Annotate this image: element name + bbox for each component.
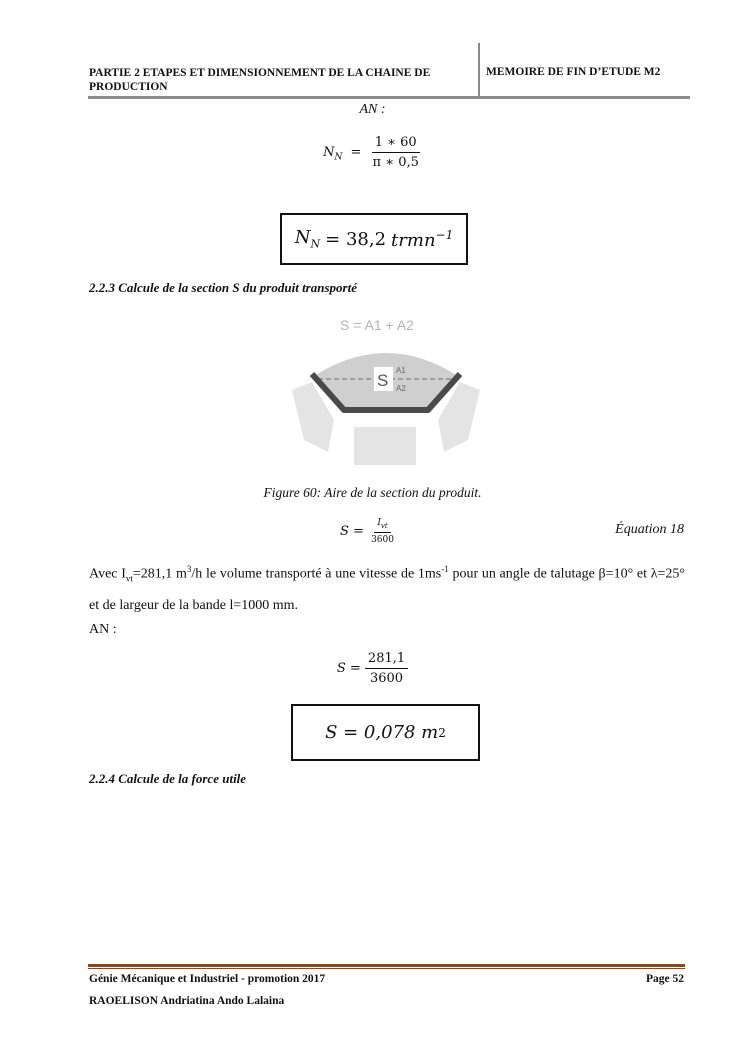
header-divider-horizontal xyxy=(88,96,690,99)
result-box-nn xyxy=(280,213,468,265)
section-heading-224: 2.2.4 Calcule de la force utile xyxy=(89,771,247,786)
section-heading-223: 2.2.3 Calcule de la section S du produit transporté xyxy=(89,280,357,295)
eq-s-denominator: 3600 xyxy=(371,534,394,545)
figure-a2-label: A2 xyxy=(396,384,406,393)
eq-s-fraction xyxy=(368,518,397,545)
header-chapter-title: PARTIE 2 ETAPES ET DIMENSIONNEMENT DE LA CHAINE DE PRODUCTION xyxy=(89,67,431,93)
result-nn-lhs: $N_N$ xyxy=(294,227,321,251)
equation-s-numeric xyxy=(0,651,745,686)
eq-s-num-fraction xyxy=(365,651,408,686)
section-area-figure xyxy=(290,312,482,468)
equation-s-formula xyxy=(340,518,397,545)
footer-page-number: Page 52 xyxy=(645,973,684,985)
an-label-italic: AN : xyxy=(359,102,386,117)
footer-program: Génie Mécanique et Industriel - promotion 2017 xyxy=(89,973,326,985)
center-idler-roller xyxy=(354,427,416,465)
header-divider-vertical xyxy=(478,43,480,99)
figure-s-label: S xyxy=(377,371,389,390)
eq-s-num-numerator: 281,1 xyxy=(365,651,408,669)
result-s-sup: 2 xyxy=(438,725,446,740)
eq-s-numerator: $I_{vt}$ xyxy=(374,518,390,533)
footer-rule-thin xyxy=(88,968,685,969)
result-nn-unit: trmn$^{-1}$ xyxy=(391,227,454,251)
an-label: AN : xyxy=(89,622,117,637)
footer-rule-thick xyxy=(88,964,685,967)
eq-s-num-lhs: S = xyxy=(336,661,361,676)
footer-author: RAOELISON Andriatina Ando Lalaina xyxy=(89,995,285,1007)
equation-nn-fraction xyxy=(0,135,745,170)
eq-nn-fraction xyxy=(370,135,422,170)
result-s-text: S = 0,078 m xyxy=(325,722,439,743)
result-nn-value: = 38,2 xyxy=(325,228,387,250)
header-document-title: MEMOIRE DE FIN D’ETUDE M2 xyxy=(486,66,661,78)
eq-nn-lhs: $N_N$ xyxy=(323,145,343,163)
eq-nn-equals: = xyxy=(350,145,362,160)
body-paragraph: Avec $I_{vt}=281,1$ $m^3/h$ le volume transporté à une vitesse de $1ms^{-1}$ pour un angle de talutage β=10° et λ=25° et de largeur de la bande l=1000 mm. xyxy=(89,564,685,614)
figure-caption: Figure 60: Aire de la section du produit. xyxy=(263,485,482,500)
figure-a1-label: A1 xyxy=(396,366,406,375)
eq-nn-denominator: π ∗ 0,5 xyxy=(372,155,419,170)
eq-s-lhs: S = xyxy=(340,523,364,539)
equation-number: Équation 18 xyxy=(615,522,684,537)
figure-formula: S = A1 + A2 xyxy=(340,317,414,333)
result-box-s xyxy=(291,704,480,761)
eq-s-num-denominator: 3600 xyxy=(369,671,404,686)
eq-nn-numerator: 1 ∗ 60 xyxy=(372,135,420,153)
